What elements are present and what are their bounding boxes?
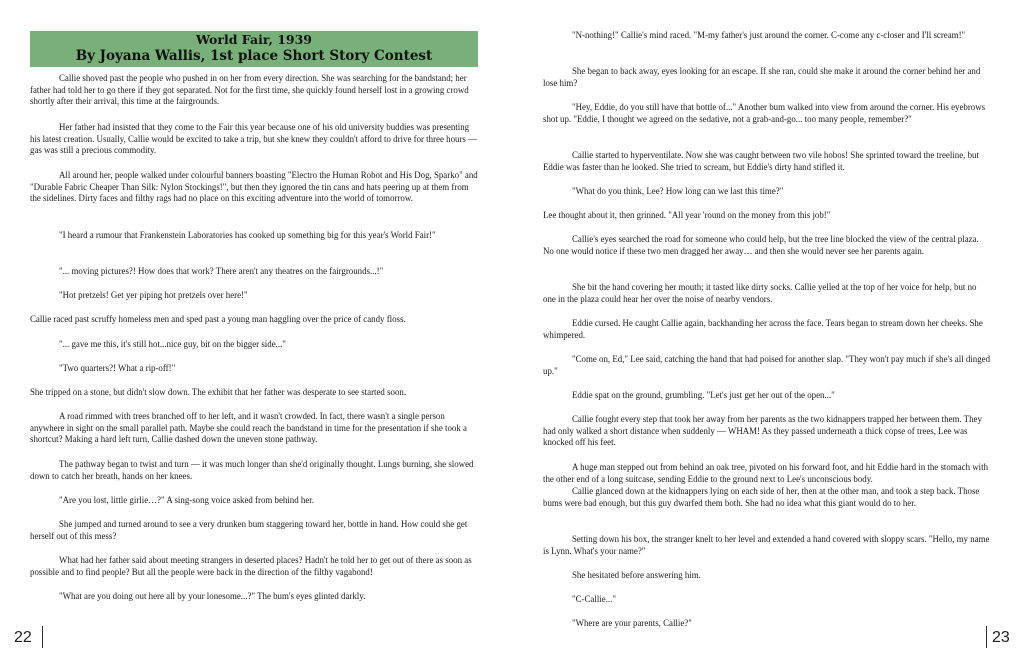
page-number: 22 xyxy=(14,629,32,646)
page-number-divider xyxy=(42,626,43,648)
page-number: 23 xyxy=(992,629,1010,646)
paragraph: "C-Callie..." xyxy=(572,594,616,604)
paragraph: Callie's eyes searched the road for someone who could help, but the tree line blocked the view of the central plaza. No one would notice if these two men dragged her away… and then she would never see her parents again. xyxy=(543,234,979,256)
paragraph: The pathway began to twist and turn — it was much longer than she'd originally thought. Lungs burning, she slowed down to catch her breath, hands on her knees. xyxy=(30,459,474,481)
paragraph: Setting down his box, the stranger knelt to her level and extended a hand covered with sloppy scars. "Hello, my name is Lynn. What's your name?" xyxy=(543,534,990,556)
paragraph: She jumped and turned around to see a very drunken bum staggering toward her, bottle in hand. How could she get herself out of this mess? xyxy=(30,519,468,541)
paragraph: Lee thought about it, then grinned. "All year 'round on the money from this job!" xyxy=(543,210,831,220)
paragraph: She tripped on a stone, but didn't slow down. The exhibit that her father was desperate to see started soon. xyxy=(30,387,407,397)
paragraph: "... gave me this, it's still hot...nice guy, bit on the bigger side..." xyxy=(59,339,286,349)
paragraph: Callie fought every step that took her away from her parents as the two kidnappers trapped her between them. They had only walked a short distance when suddenly — WHAM! As they passed underneath a thick copse of trees, Lee was knocked off his feet. xyxy=(543,414,982,448)
right-page xyxy=(512,0,1024,662)
paragraph: "What are you doing out here all by your lonesome...?" The bum's eyes glinted darkly. xyxy=(59,591,366,601)
paragraph: Callie raced past scruffy homeless men and sped past a young man haggling over the price of candy floss. xyxy=(30,314,406,324)
paragraph: "Two quarters?! What a rip-off!" xyxy=(59,363,176,373)
page-number-divider xyxy=(986,626,987,648)
paragraph: "... moving pictures?! How does that work? There aren't any theatres on the fairgrounds...!" xyxy=(59,266,384,276)
paragraph: Her father had insisted that they come to the Fair this year because one of his old university buddies was presenting his latest creation. Usually, Callie would be excited to take a trip, but she knew they couldn't afford to drive for three hours — gas was still a precious commodity. xyxy=(30,122,477,156)
paragraph: Callie started to hyperventilate. Now she was caught between two vile hobos! She sprinted toward the treeline, but Eddie was faster than he looked. She tried to scream, but Eddie's dirty hand stifled it. xyxy=(543,150,979,172)
paragraph: What had her father said about meeting strangers in deserted places? Hadn't he told her to get out of there as soon as possible and to find people? But all the people were back in the direction of the filthy vagabond! xyxy=(30,555,472,577)
story-title-banner xyxy=(30,31,478,67)
paragraph: "N-nothing!" Callie's mind raced. "M-my father's just around the corner. C-come any c-closer and I'll scream!" xyxy=(572,30,966,40)
paragraph: "What do you think, Lee? How long can we last this time?" xyxy=(572,186,784,196)
paragraph: "Are you lost, little girlie…?" A sing-song voice asked from behind her. xyxy=(59,495,314,505)
paragraph: "Hey, Eddie, do you still have that bottle of..." Another bum walked into view from around the corner. His eyebrows shot up. "Eddie, I thought we agreed on the sedative, not a grab-and-go... too many people, remember?" xyxy=(543,102,986,124)
story-title: World Fair, 1939 xyxy=(196,32,312,47)
paragraph: "Hot pretzels! Get yer piping hot pretzels over here!" xyxy=(59,290,248,300)
paragraph: She hesitated before answering him. xyxy=(572,570,701,580)
paragraph: A huge man stepped out from behind an oak tree, pivoted on his forward foot, and hit Eddie hard in the stomach with the other end of a long suitcase, sending Eddie to the ground next to Lee's unconscious body. xyxy=(543,462,989,484)
paragraph: "Where are your parents, Callie?" xyxy=(572,618,692,628)
paragraph: "Come on, Ed," Lee said, catching the hand that had poised for another slap. "They won't pay much if she's all dinged up." xyxy=(543,354,991,376)
paragraph: Eddie cursed. He caught Callie again, backhanding her across the face. Tears began to stream down her cheeks. She whimpered. xyxy=(543,318,983,340)
paragraph: A road rimmed with trees branched off to her left, and it wasn't crowded. In fact, there wasn't a single person anywhere in sight on the small parallel path. Maybe she could reach the bandstand in time for the presentation if she took a shortcut? Making a hard left turn, Callie dashed down the uneven stone pathway. xyxy=(30,411,467,445)
paragraph: "I heard a rumour that Frankenstein Laboratories has cooked up something big for this year's World Fair!" xyxy=(59,230,436,240)
story-byline: By Joyana Wallis, 1st place Short Story Contest xyxy=(75,48,433,64)
paragraph: Callie shoved past the people who pushed in on her from every direction. She was searching for the bandstand; her father had told her to go there if they got separated. Not for the first time, she quickly found herself lost in a growing crowd shortly after their arrival, this time at the fairgrounds. xyxy=(30,73,469,107)
paragraph: She bit the hand covering her mouth; it tasted like dirty socks. Callie yelled at the top of her voice for help, but no one in the plaza could hear her over the noise of nearby vendors. xyxy=(543,282,977,304)
paragraph: All around her, people walked under colourful banners boasting "Electro the Human Robot and His Dog, Sparko" and "Durable Fabric Cheaper Than Silk: Nylon Stockings!", but then they ignored the tin cans and hats peering up at them from the sidelines. Dirty faces and filthy rags had no place on this exciting adventure into the world of tomorrow. xyxy=(30,170,478,204)
paragraph: Eddie spat on the ground, grumbling. "Let's just get her out of the open..." xyxy=(572,390,835,400)
paragraph: Callie glanced down at the kidnappers lying on each side of her, then at the other man, and took a step back. Those bums were bad enough, but this guy dwarfed them both. She had no idea what this giant would do to her. xyxy=(543,486,980,508)
paragraph: She began to back away, eyes looking for an escape. If she ran, could she make it around the corner behind her and lose him? xyxy=(543,66,981,88)
